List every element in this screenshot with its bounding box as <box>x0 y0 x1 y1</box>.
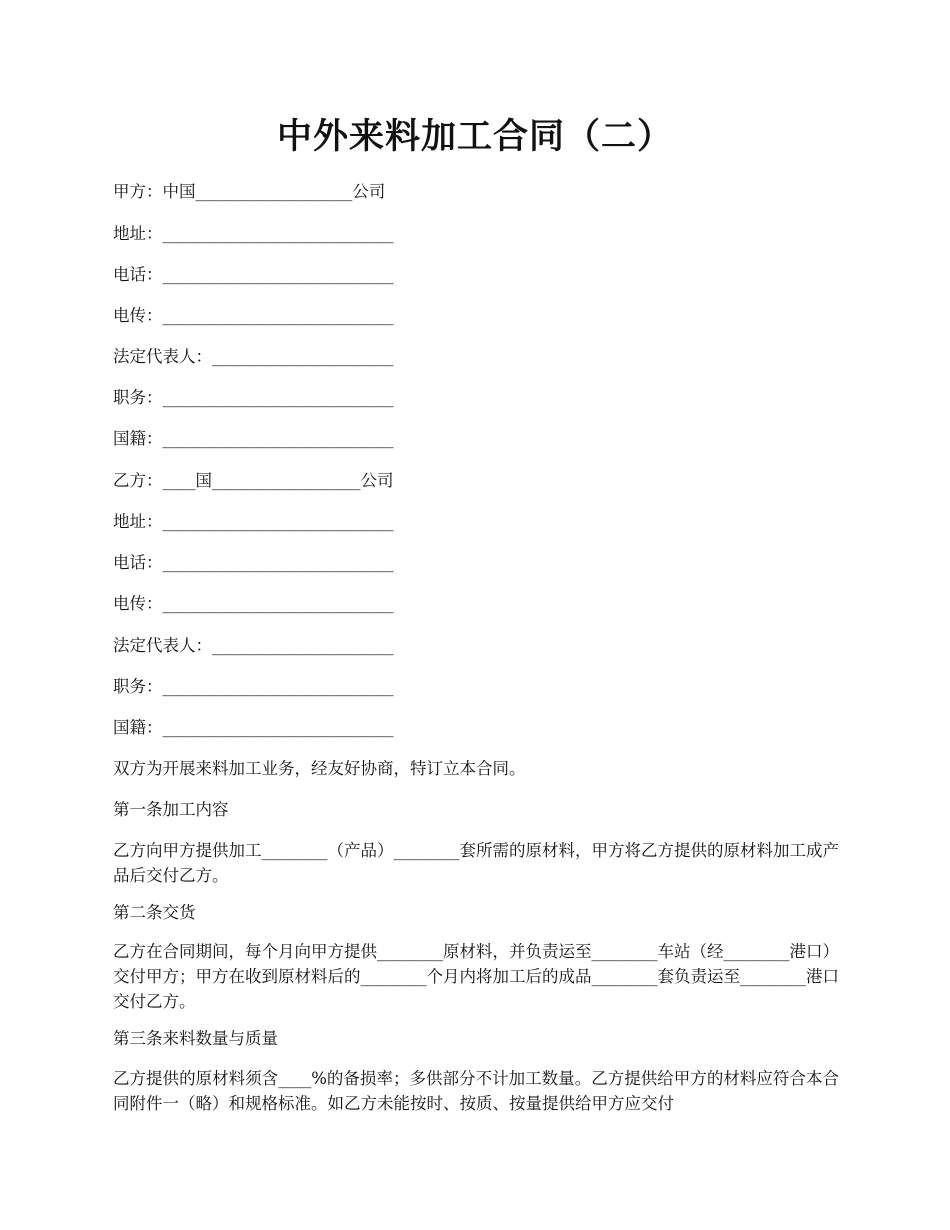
party-b-name: 乙方：____国__________________公司 <box>113 471 394 490</box>
article-3-heading: 第三条来料数量与质量 <box>113 1029 278 1048</box>
party-a-fax: 电传：____________________________ <box>113 306 394 325</box>
party-b-fax: 电传：____________________________ <box>113 594 394 613</box>
article-2-heading: 第二条交货 <box>113 903 196 922</box>
party-a-legal-rep: 法定代表人：______________________ <box>113 347 394 366</box>
article-1-body: 乙方向甲方提供加工________（产品）________套所需的原材料，甲方将乙方提供的原材料加工成产品后交付乙方。 <box>113 841 839 885</box>
party-b-nationality: 国籍：____________________________ <box>113 718 394 737</box>
article-2-body: 乙方在合同期间，每个月向甲方提供________原材料，并负责运至________车站（经________港口）交付甲方；甲方在收到原材料后的________个月内将加工后的成品________套负责运至________港口交付乙方。 <box>113 942 839 1011</box>
party-b-position: 职务：____________________________ <box>113 677 394 696</box>
party-a-phone: 电话：____________________________ <box>113 265 394 284</box>
party-b-phone: 电话：____________________________ <box>113 553 394 572</box>
party-a-nationality: 国籍：____________________________ <box>113 429 394 448</box>
party-b-address: 地址：____________________________ <box>113 512 394 531</box>
article-3-body: 乙方提供的原材料须含____%的备损率；多供部分不计加工数量。乙方提供给甲方的材料应符合本合同附件一（略）和规格标准。如乙方未能按时、按质、按量提供给甲方应交付 <box>113 1069 839 1113</box>
article-1-heading: 第一条加工内容 <box>113 800 229 819</box>
document-title: 中外来料加工合同（二） <box>276 116 673 157</box>
party-b-legal-rep: 法定代表人：______________________ <box>113 636 394 655</box>
preamble: 双方为开展来料加工业务，经友好协商，特订立本合同。 <box>113 759 526 778</box>
party-a-name: 甲方：中国___________________公司 <box>113 182 386 201</box>
party-a-position: 职务：____________________________ <box>113 388 394 407</box>
party-a-address: 地址：____________________________ <box>113 224 394 243</box>
